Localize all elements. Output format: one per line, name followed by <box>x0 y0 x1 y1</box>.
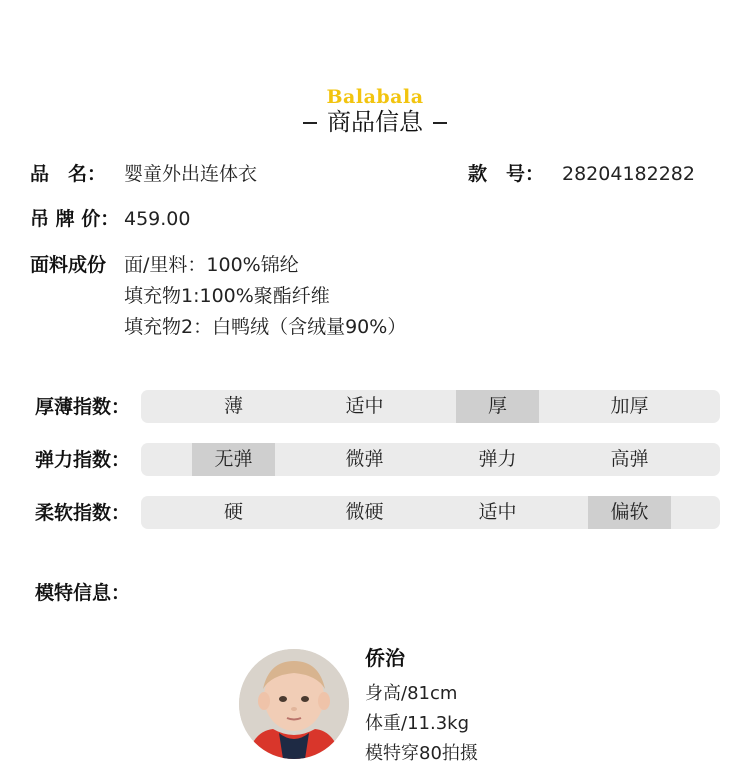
colon: ： <box>525 163 545 185</box>
page-title: 商品信息 <box>327 108 423 136</box>
softness-index-bar <box>141 496 720 529</box>
product-code-label <box>468 161 544 187</box>
thickness-index-label-text: 厚薄指数 <box>35 396 112 418</box>
fabric-line-2: 填充物1:100%聚酯纤维 <box>124 285 330 307</box>
product-code-label-text: 款 号 <box>468 163 526 185</box>
model-avatar <box>239 649 349 759</box>
model-height: 身高/81cm <box>365 683 458 704</box>
brand-logo: Balabala <box>326 86 424 108</box>
fabric-line-3: 填充物2：白鸭绒（含绒量90%） <box>124 316 407 338</box>
elasticity-index-label-text: 弹力指数 <box>35 449 112 471</box>
softness-option-hard: 硬 <box>223 501 243 523</box>
colon: ： <box>100 208 120 230</box>
model-weight: 体重/11.3kg <box>365 713 469 734</box>
colon: ： <box>87 163 107 185</box>
title-dash-right <box>433 122 447 124</box>
colon: ： <box>111 582 131 604</box>
price-label-text: 吊 牌 价 <box>30 208 101 230</box>
thickness-option-medium: 适中 <box>345 395 384 417</box>
softness-index-label <box>35 500 130 526</box>
product-name-label <box>30 161 106 187</box>
thickness-option-thick: 厚 <box>456 390 539 423</box>
product-name-label-text: 品 名 <box>30 163 88 185</box>
model-wearing-size: 模特穿80拍摄 <box>365 743 478 764</box>
price-value: 459.00 <box>124 208 191 230</box>
softness-option-soft: 偏软 <box>588 496 671 529</box>
elasticity-index-bar <box>141 443 720 476</box>
elasticity-option-elastic: 弹力 <box>478 448 517 470</box>
softness-index-label-text: 柔软指数 <box>35 502 112 524</box>
thickness-index-label <box>35 394 130 420</box>
elasticity-option-high: 高弹 <box>610 448 649 470</box>
colon: ： <box>111 502 131 524</box>
product-code-value: 28204182282 <box>562 163 695 185</box>
elasticity-option-slight: 微弹 <box>345 448 384 470</box>
colon: ： <box>111 396 131 418</box>
colon: ： <box>111 449 131 471</box>
softness-option-slightly-hard: 微硬 <box>345 501 384 523</box>
thickness-option-thin: 薄 <box>223 395 243 417</box>
fabric-line-1: 面/里料：100%锦纶 <box>124 254 299 276</box>
model-name: 侨治 <box>365 646 405 670</box>
price-label <box>30 206 119 232</box>
product-name-value: 婴童外出连体衣 <box>124 163 258 185</box>
fabric-label: 面料成份 <box>30 254 107 276</box>
title-dash-left <box>303 122 317 124</box>
thickness-option-extra-thick: 加厚 <box>610 395 649 417</box>
thickness-index-bar <box>141 390 720 423</box>
model-info-label-text: 模特信息 <box>35 582 112 604</box>
section-title <box>0 106 750 138</box>
softness-option-medium: 适中 <box>478 501 517 523</box>
model-photo <box>239 649 349 759</box>
elasticity-index-label <box>35 447 130 473</box>
elasticity-option-none: 无弹 <box>192 443 275 476</box>
model-info-label <box>35 580 130 606</box>
